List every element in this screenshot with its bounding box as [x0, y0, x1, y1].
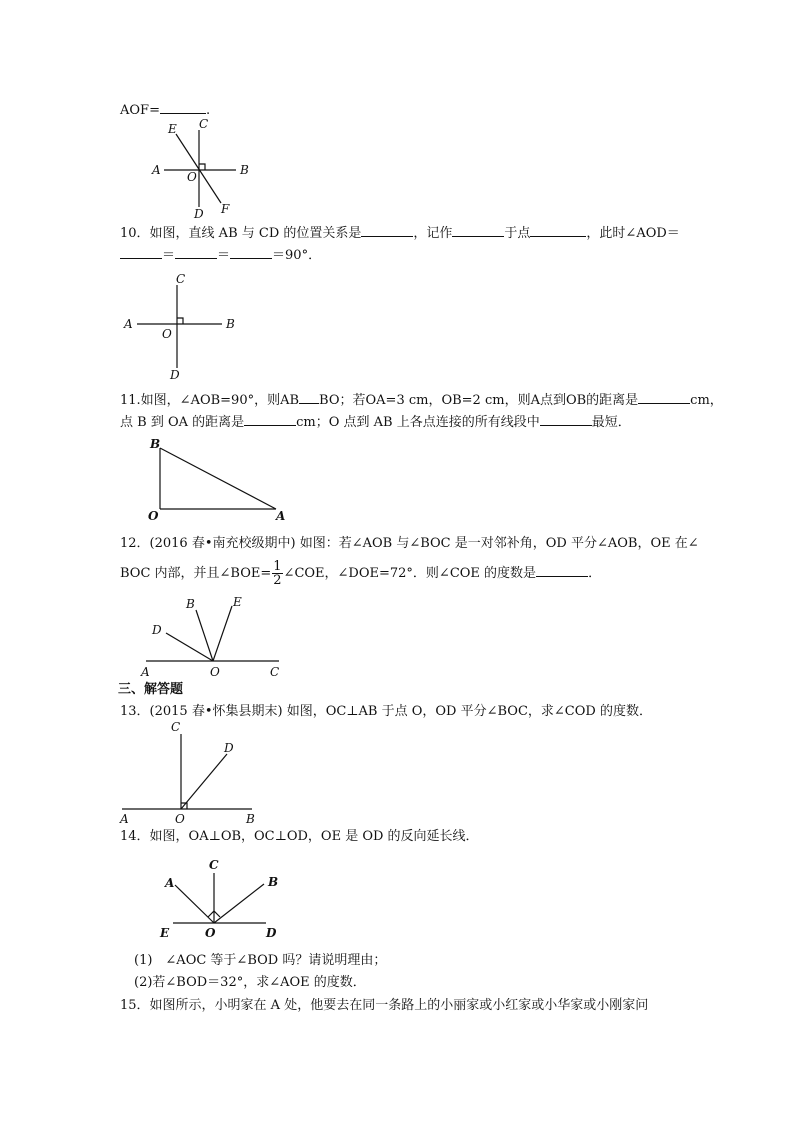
- q12-frac-den: 2: [273, 573, 282, 588]
- figure-11: [160, 448, 276, 509]
- q10-text-1: 10．如图，直线 AB 与 CD 的位置关系是: [120, 226, 362, 241]
- figure-14: [173, 873, 266, 923]
- q9-tail-text: AOF=: [120, 103, 160, 118]
- figure-10: [137, 285, 222, 368]
- fig10-label-O: O: [162, 327, 172, 341]
- fig12-label-B: B: [186, 597, 195, 611]
- fig13-label-A: A: [120, 812, 129, 826]
- fig14-label-D: D: [266, 926, 277, 940]
- q13-text: 13．(2015 春•怀集县期末) 如图，OC⊥AB 于点 O，OD 平分∠BOC，求∠COD 的度数．: [120, 704, 652, 719]
- fig13-label-B: B: [246, 812, 255, 826]
- q10-text-2: ，记作: [413, 226, 453, 241]
- fig12-label-O: O: [210, 665, 220, 679]
- q14-stem: 14．如图，OA⊥OB，OC⊥OD，OE 是 OD 的反向延长线．: [120, 829, 479, 844]
- q12-text-1: 12．(2016 春•南充校级期中) 如图：若∠AOB 与∠BOC 是一对邻补角，OD 平分∠AOB，OE 在∠: [120, 536, 699, 551]
- section-heading: 三、解答题: [118, 682, 184, 697]
- fig14-label-E: E: [160, 926, 170, 940]
- q10-text-4: ，此时∠AOD＝: [586, 226, 680, 241]
- fig11-label-A: A: [276, 509, 286, 523]
- q11-text-1: 11.如图，∠AOB=90°，则AB: [120, 393, 300, 408]
- fig9-label-A: A: [152, 163, 161, 177]
- q12-text-3: ∠COE，∠DOE=72°．则∠COE 的度数是: [283, 566, 537, 581]
- fig10-label-B: B: [226, 317, 235, 331]
- fig12-label-D: D: [152, 623, 162, 637]
- figure-12: [146, 606, 279, 661]
- fig13-label-C: C: [171, 720, 181, 734]
- fig10-label-D: D: [170, 368, 180, 382]
- q9-tail-end: .: [205, 103, 211, 118]
- fig10-label-C: C: [176, 272, 186, 286]
- fig11-label-B: B: [150, 437, 161, 451]
- fig14-label-B: B: [268, 875, 279, 889]
- fig13-label-O: O: [175, 812, 185, 826]
- fig12-label-E: E: [233, 595, 242, 609]
- fig9-label-E: E: [168, 122, 177, 136]
- q15-text: 15．如图所示，小明家在 A 处，他要去在同一条路上的小丽家或小红家或小华家或小刚家问: [120, 998, 649, 1013]
- fig12-label-C: C: [270, 665, 280, 679]
- q10-text-7: ＝90°．: [272, 248, 322, 263]
- q11-text-4: 点 B 到 OA 的距离是: [120, 415, 245, 430]
- q12-frac-num: 1: [273, 559, 282, 574]
- fig9-label-O: O: [187, 170, 197, 184]
- fig9-label-B: B: [240, 163, 249, 177]
- q11-text-6: 最短．: [591, 415, 631, 430]
- q14-sub2: (2)若∠BOD＝32°，求∠AOE 的度数．: [134, 975, 366, 990]
- q10-text-6: ＝: [217, 248, 231, 263]
- fig9-label-F: F: [221, 202, 230, 216]
- fig14-label-A: A: [165, 876, 175, 890]
- q12-text-2: BOC 内部，并且∠BOE=: [120, 566, 272, 581]
- q11-text-3: cm，: [690, 393, 723, 408]
- q14-sub1: (1) ∠AOC 等于∠BOD 吗？请说明理由；: [134, 953, 387, 968]
- fig11-label-O: O: [148, 509, 159, 523]
- q10-text-3: 于点: [504, 226, 531, 241]
- fig14-label-C: C: [209, 858, 219, 872]
- fig14-label-O: O: [205, 926, 216, 940]
- fig9-label-C: C: [199, 117, 209, 131]
- q11-text-2: BO；若OA=3 cm，OB=2 cm，则A点到OB的距离是: [319, 393, 639, 408]
- fig9-label-D: D: [194, 207, 204, 221]
- q10-text-5: ＝: [162, 248, 176, 263]
- q11-text-5: cm；O 点到 AB 上各点连接的所有线段中: [296, 415, 540, 430]
- fig10-label-A: A: [124, 317, 133, 331]
- figure-9: [164, 130, 236, 207]
- fig13-label-D: D: [224, 741, 234, 755]
- q12-text-4: ．: [588, 566, 602, 581]
- fig12-label-A: A: [141, 665, 150, 679]
